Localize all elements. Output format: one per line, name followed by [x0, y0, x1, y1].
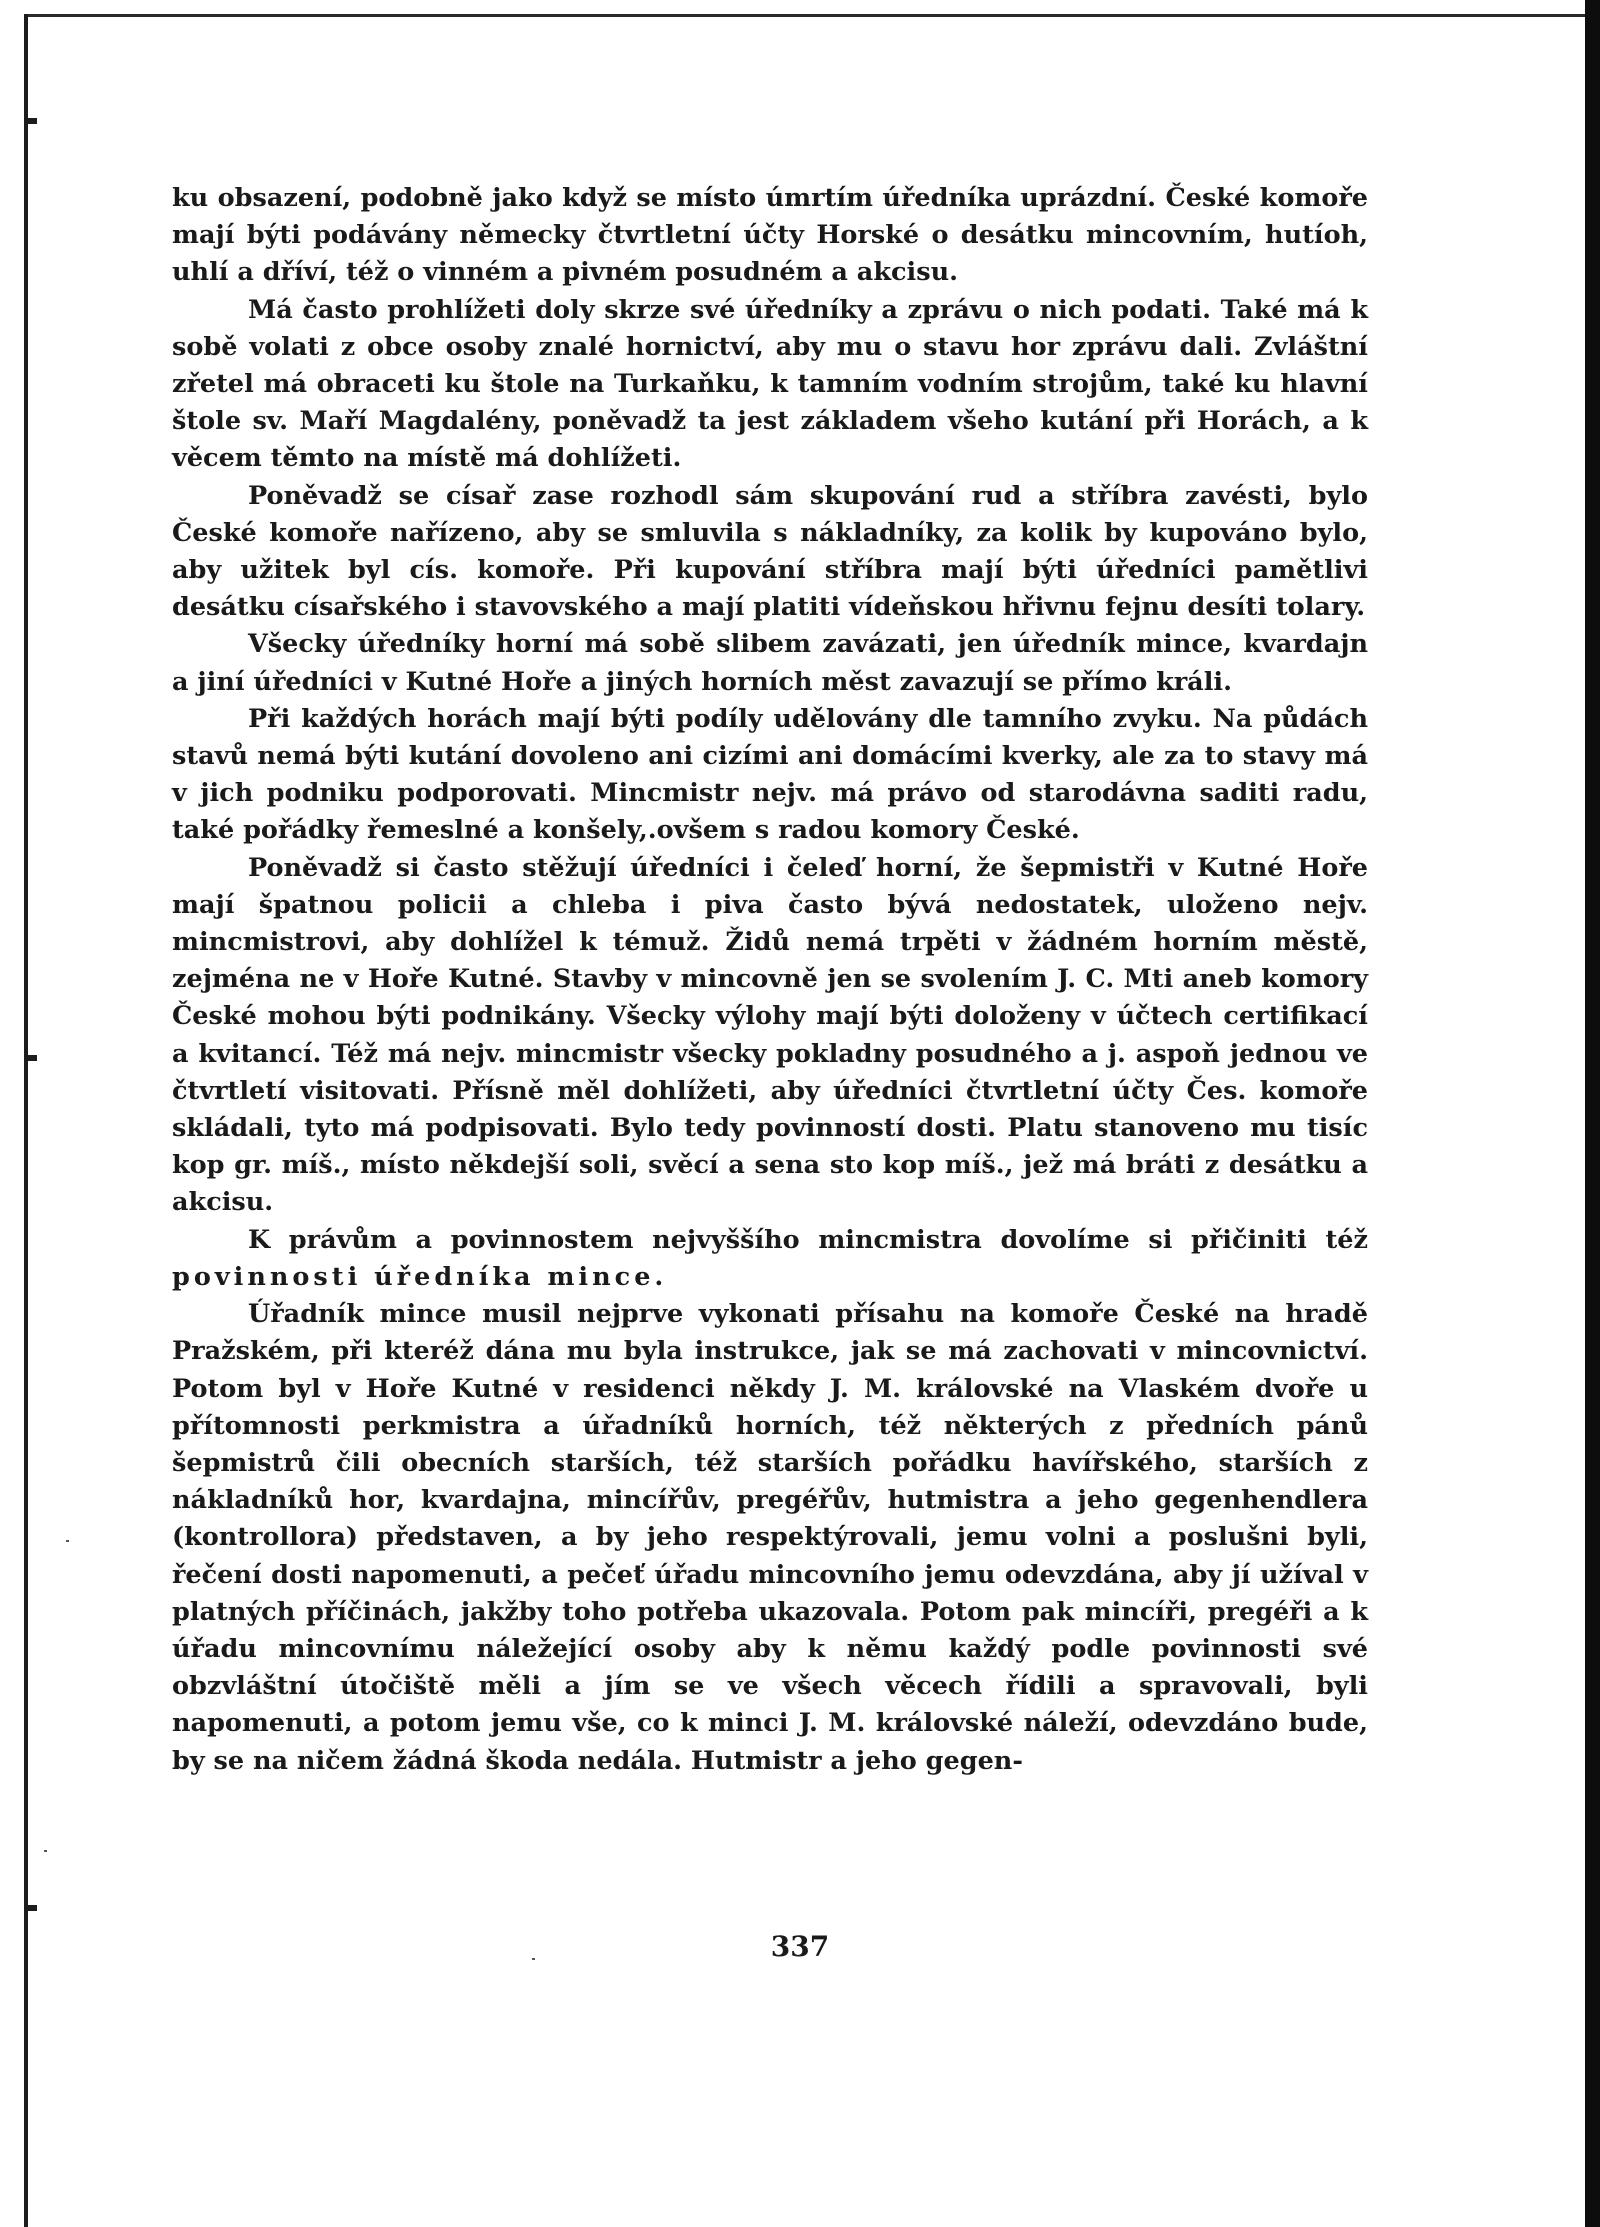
page-number: 337 [770, 1930, 830, 1963]
paragraph-7-lead: K právům a povinnostem nejvyššího mincmistra dovolíme si přičiniti též [248, 1224, 1368, 1255]
margin-mark [27, 1905, 37, 1911]
paragraph-7 [172, 1222, 1368, 1296]
paragraph-8: Úřadník mince musil nejprve vykonati přísahu na komoře České na hradě Pražském, při kteréž dána mu byla instrukce, jak se má zachovati v mincovnictví. Potom byl v Hoře Kutné v residenci někdy J. M. královské na Vlaském dvoře u přítomnosti perkmistra a úřadníků horních, též některých z předních pánů šepmistrů čili obecních starších, též starších pořádku havířského, starších z nákladníků hor, kvardajna, mincířův, pregéřův, hutmistra a jeho gegenhendlera (kontrollora) představen, a by jeho respektýrovali, jemu volni a poslušni byli, řečení dosti napomenuti, a pečeť úřadu mincovního jemu odevzdána, aby jí užíval v platných příčinách, jakžby toho potřeba ukazovala. Potom pak mincíři, pregéři a k úřadu mincovnímu náležející osoby aby k němu každý podle povinnosti své obzvláštní útočiště měli a jím se ve všech věcech řídili a spravovali, byli napomenuti, a potom jemu vše, co k minci J. M. královské náleží, odevzdáno bude, by se na ničem žádná škoda nedála. Hutmistr a jeho gegen- [172, 1299, 1368, 1776]
scan-border-left [24, 14, 28, 2227]
paragraph-4: Všecky úředníky horní má sobě slibem zavázati, jen úředník mince, kvardajn a jiní úředníci v Kutné Hoře a jiných horních měst zavazují se přímo králi. [172, 629, 1368, 697]
scan-border-top [24, 14, 1586, 17]
scan-speck [66, 1540, 69, 1542]
scan-border-right [1585, 0, 1600, 2227]
scan-speck [44, 1850, 47, 1852]
margin-mark [27, 1055, 37, 1061]
paragraph-6: Poněvadž si často stěžují úředníci i čeleď horní, že šepmistři v Kutné Hoře mají špatnou policii a chleba i piva často bývá nedostatek, uloženo nejv. mincmistrovi, aby dohlížel k témuž. Židů nemá trpěti v žádném horním městě, zejména ne v Hoře Kutné. Stavby v mincovně jen se svolením J. C. Mti aneb komory České mohou býti podnikány. Všecky výlohy mají býti doloženy v účtech certifikací a kvitancí. Též má nejv. mincmistr všecky pokladny posudného a j. aspoň jednou ve čtvrtletí visitovati. Přísně měl dohlížeti, aby úředníci čtvrtletní účty Čes. komoře skládali, tyto má podpisovati. Bylo tedy povinností dosti. Platu stanoveno mu tisíc kop gr. míš., místo někdejší soli, svěcí a sena sto kop míš., jež má bráti z desátku a akcisu. [172, 852, 1368, 1218]
paragraph-2: Má často prohlížeti doly skrze své úředníky a zprávu o nich podati. Také má k sobě volati z obce osoby znalé hornictví, aby mu o stavu hor zprávu dali. Zvláštní zřetel má obraceti ku štole na Turkaňku, k tamním vodním strojům, také ku hlavní štole sv. Maří Magdalény, poněvadž ta jest základem všeho kutání při Horách, a k věcem těmto na místě má dohlížeti. [172, 294, 1368, 474]
paragraph-5: Při každých horách mají býti podíly udělovány dle tamního zvyku. Na půdách stavů nemá býti kutání dovoleno ani cizími ani domácími kverky, ale za to stavy má v jich podniku podporovati. Mincmistr nejv. má právo od starodávna saditi radu, také pořádky řemeslné a konšely,.ovšem s radou komory České. [172, 703, 1368, 846]
paragraph-3: Poněvadž se císař zase rozhodl sám skupování rud a stříbra zavésti, bylo České komoře nařízeno, aby se smluvila s nákladníky, za kolik by kupováno bylo, aby užitek byl cís. komoře. Při kupování stříbra mají býti úředníci pamětlivi desátku císařského i stavovského a mají platiti vídeňskou hřivnu fejnu desíti tolary. [172, 480, 1368, 623]
section-heading-spaced: povinnosti úředníka mince. [172, 1261, 668, 1292]
margin-mark [27, 118, 37, 124]
paragraph-1: ku obsazení, podobně jako když se místo úmrtím úředníka uprázdní. České komoře mají býti podávány německy čtvrtletní účty Horské o desátku mincovním, hutíoh, uhlí a dříví, též o vinném a pivném posudném a akcisu. [172, 183, 1368, 288]
page-body-text [172, 180, 1368, 1780]
